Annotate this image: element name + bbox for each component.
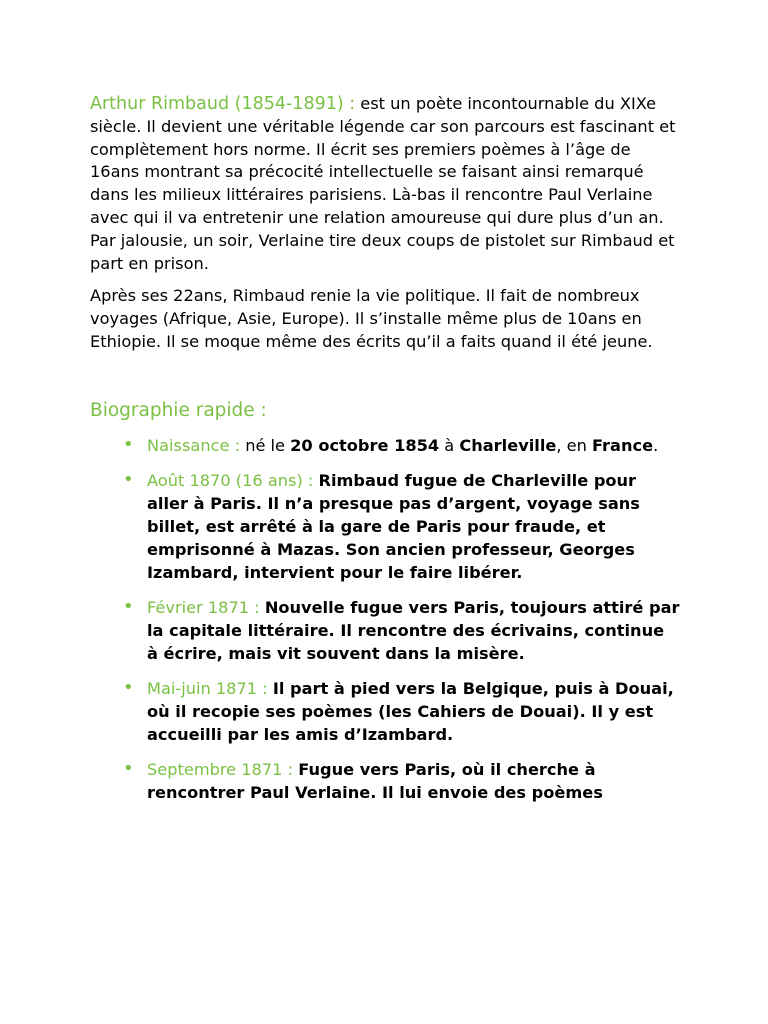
item-date: Naissance : — [147, 435, 246, 455]
birth-place: Charleville — [459, 435, 557, 455]
bullet-icon: • — [123, 757, 134, 779]
intro-paragraph — [90, 93, 680, 275]
item-date: Septembre 1871 : — [147, 759, 299, 779]
item-text: Fugue vers Paris, où il cherche à rencontrer Paul Verlaine. Il lui envoie des poèmes — [147, 759, 603, 802]
item-text: Il part à pied vers la Belgique, puis à Douai, où il recopie ses poèmes (les Cahiers de Douai). Il y est accueilli par les amis d’Izambard. — [147, 678, 674, 744]
document-page — [90, 93, 680, 816]
item-date: Mai-juin 1871 : — [147, 678, 273, 698]
intro-text: est un poète incontournable du XIXe siècle. Il devient une véritable légende car son parcours est fascinant et complètement hors norme. Il écrit ses premiers poèmes à l’âge de 16ans montrant sa précocité intellectuelle se faisant ainsi remarqué dans les milieux littéraires parisiens. Là-bas il rencontre Paul Verlaine avec qui il va entretenir une relation amoureuse qui dure plus d’un an. Par jalousie, un soir, Verlaine tire deux coups de pistolet sur Rimbaud et part en prison. — [90, 94, 676, 273]
item-text: à — [439, 435, 460, 455]
item-text: né le — [245, 435, 291, 455]
second-paragraph: Après ses 22ans, Rimbaud renie la vie politique. Il fait de nombreux voyages (Afrique, Asie, Europe). Il s’installe même plus de 10ans en Ethiopie. Il se moque même des écrits qu’il a faits quand il été jeune. — [90, 286, 653, 351]
bullet-icon: • — [123, 433, 134, 455]
birth-country: France — [592, 435, 654, 455]
item-text: Rimbaud fugue de Charleville pour aller à Paris. Il n’a presque pas d’argent, voyage sans billet, est arrêté à la gare de Paris pour fraude, et emprisonné à Mazas. Son ancien professeur, Georges Izambard, intervient pour le faire libérer. — [147, 470, 640, 582]
birth-date: 20 octobre 1854 — [290, 435, 440, 455]
item-date: Février 1871 : — [147, 597, 265, 617]
list-item — [90, 758, 680, 804]
item-text: Nouvelle fugue vers Paris, toujours attiré par la capitale littéraire. Il rencontre des écrivains, continue à écrire, mais vit souvent dans la misère. — [147, 597, 680, 663]
item-date: Août 1870 (16 ans) : — [147, 470, 319, 490]
item-text: , en — [556, 435, 593, 455]
bullet-icon: • — [123, 676, 134, 698]
list-item — [90, 677, 680, 746]
intro-label: Arthur Rimbaud (1854-1891) : — [90, 94, 356, 114]
list-item — [90, 469, 680, 584]
bullet-icon: • — [123, 468, 134, 490]
biography-list — [90, 434, 680, 804]
bullet-icon: • — [123, 595, 134, 617]
item-text: . — [653, 435, 659, 455]
list-item — [90, 596, 680, 665]
biography-heading: Biographie rapide : — [90, 399, 267, 421]
list-item — [90, 434, 680, 457]
